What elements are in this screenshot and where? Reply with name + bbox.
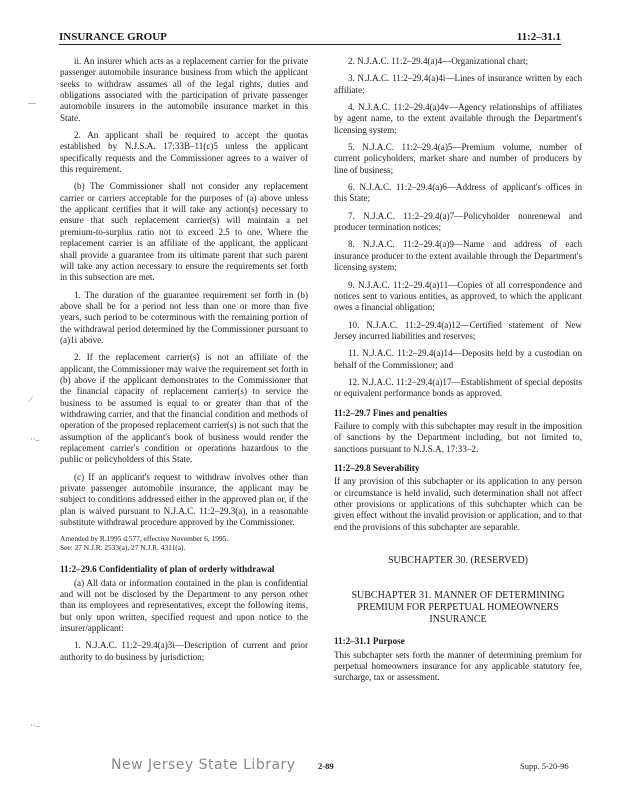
section-heading: 11:2–29.6 Confidentiality of plan of orderly withdrawal [60, 564, 275, 575]
list-item: 3. N.J.A.C. 11:2–29.4(a)4i—Lines of insurance written by each affiliate; [334, 73, 582, 95]
paragraph: 2. If the replacement carrier(s) is not an affiliate of the applicant, the Commissioner may waive the requirement set forth in (b) above if the applicant demonstrates to the Commissioner that the financial capacity of replacement carrier(s) to service the business to be assumed is equal to or greater than that of the withdrawing carrier, and that the financial condition and methods of operation of the proposed replacement carrier(s) is not such that the assumption of the applicant's book of business would render the replacement carrier's condition or operations hazardous to the public or policyholders of this State. [60, 352, 308, 465]
amendment-line: See: 27 N.J.R. 2533(a), 27 N.J.R. 4311(a). [60, 543, 186, 553]
supplement-date: Supp. 5-20-96 [520, 761, 569, 771]
list-item: 8. N.J.A.C. 11:2–29.4(a)9—Name and address of each insurance producer to the extent available through the Department's licensing system; [334, 239, 582, 273]
list-item: 2. N.J.A.C. 11:2–29.4(a)4—Organizational chart; [348, 56, 529, 66]
list-item: 12. N.J.A.C. 11:2–29.4(a)17—Establishment of special deposits or equivalent performance bonds as approved. [334, 376, 582, 399]
list-item: 4. N.J.A.C. 11:2–29.4(a)4v—Agency relationships of affiliates by agent name, to the extent available through the Department's licensing system; [334, 102, 582, 135]
paragraph: 1. The duration of the guarantee requirement set forth in (b) above shall be for a period not less than one or more than five years, such period to be coterminous with the remaining portion of the withdrawal period determined by the Commissioner pursuant to (a)1i above. [60, 289, 308, 345]
paragraph: (a) All data or information contained in the plan is confidential and will not be disclosed by the Department to any person other than its employees and representatives, except the following items, but only upon written, specified request and upon notice to the insurer/applicant: [60, 577, 308, 634]
paragraph: 2. An applicant shall be required to accept the quotas established by N.J.S.A. 17:33B–11(c)5 unless the applicant specifically requests and the Commissioner agrees to a waiver of this requirement. [60, 130, 308, 175]
margin-mark: ⁄ [30, 395, 32, 404]
library-stamp: New Jersey State Library [111, 757, 296, 773]
paragraph: (c) If an applicant's request to withdraw involves other than private passenger automobile insurance, the applicant may be subject to conditions addressed either in the approved plan or, if the plan is waived pursuant to N.J.A.C. 11:2–29.3(a), in a reasonable substitute withdrawal procedure approved by the Commissioner. [60, 471, 308, 528]
margin-mark: — [28, 98, 36, 107]
amendment-note [60, 534, 308, 552]
paragraph: If any provision of this subchapter or its application to any person or circumstance is held invalid, such determination shall not affect other provisions or applications of this subchapter which can be given effect without the invalid provision or application, and to that end the provisions of this subchapter are separable. [334, 476, 582, 532]
paragraph: This subchapter sets forth the manner of determining premium for perpetual homeowners insurance for any applicable statutory fee, surcharge, tax or assessment. [334, 649, 582, 683]
left-column [60, 56, 308, 669]
page-number: 2-89 [318, 761, 334, 771]
header-title: INSURANCE GROUP [59, 31, 167, 43]
right-column [334, 56, 582, 690]
list-item: 7. N.J.A.C. 11:2–29.4(a)7—Policyholder nonrenewal and producer termination notices; [334, 210, 582, 233]
list-item: 5. N.J.A.C. 11:2–29.4(a)5—Premium volume, number of current policyholders, market share and number of producers by line of business; [334, 142, 582, 175]
list-item: 6. N.J.A.C. 11:2–29.4(a)6—Address of applicant's offices in this State; [334, 182, 582, 204]
amendment-line: Amended by R.1995 d.577, effective November 6, 1995. [60, 534, 229, 544]
paragraph: 1. N.J.A.C. 11:2–29.4(a)3i—Description of current and prior authority to do business by jurisdiction; [60, 640, 308, 662]
paragraph: (b) The Commissioner shall not consider any replacement carrier or carriers acceptable for the purposes of (a) above unless the applicant certifies that it will take any action(s) necessary to ensure that such replacement carrier(s) will maintain a net premium-to-surplus ratio not to exceed 2.5 to one. Where the replacement carrier is an affiliate of the applicant, the applicant shall provide a guarantee from its ultimate parent that such parent will take any action necessary to ensure the requirements set forth in this subsection are met. [60, 181, 308, 283]
paragraph: Failure to comply with this subchapter may result in the imposition of sanctions by the Department including, but not limited to, sanctions pursuant to N.J.S.A. 17:33–2. [334, 420, 582, 454]
paragraph: ii. An insurer which acts as a replacement carrier for the private passenger automobile insurance business from which the applicant seeks to withdraw assumes all of the legal rights, duties and obligations associated with the participation of private passenger automobile insurers in the automobile insurance market in this State. [60, 56, 308, 123]
subchapter-heading: SUBCHAPTER 31. MANNER OF DETERMINING PREMIUM FOR PERPETUAL HOMEOWNERS INSURANCE [351, 590, 565, 626]
header-section-number: 11:2–31.1 [516, 31, 561, 43]
list-item: 11. N.J.A.C. 11:2–29.4(a)14—Deposits held by a custodian on behalf of the Commissioner; and [334, 348, 582, 370]
section-heading: 11:2–31.1 Purpose [334, 636, 405, 647]
header-rule [59, 44, 561, 45]
section-heading: 11:2–29.8 Severability [334, 462, 420, 473]
section-heading: 11:2–29.7 Fines and penalties [334, 407, 448, 418]
margin-mark: ··– [30, 721, 40, 730]
list-item: 9. N.J.A.C. 11:2–29.4(a)11—Copies of all correspondence and notices sent to various entities, as approved, to which the applicant owes a financial obligation; [334, 279, 582, 313]
list-item: 10. N.J.A.C. 11:2–29.4(a)12—Certified statement of New Jersey incurred liabilities and reserves; [334, 319, 582, 341]
margin-mark: ··– [30, 435, 40, 444]
subchapter-heading: SUBCHAPTER 30. (RESERVED) [387, 555, 529, 567]
